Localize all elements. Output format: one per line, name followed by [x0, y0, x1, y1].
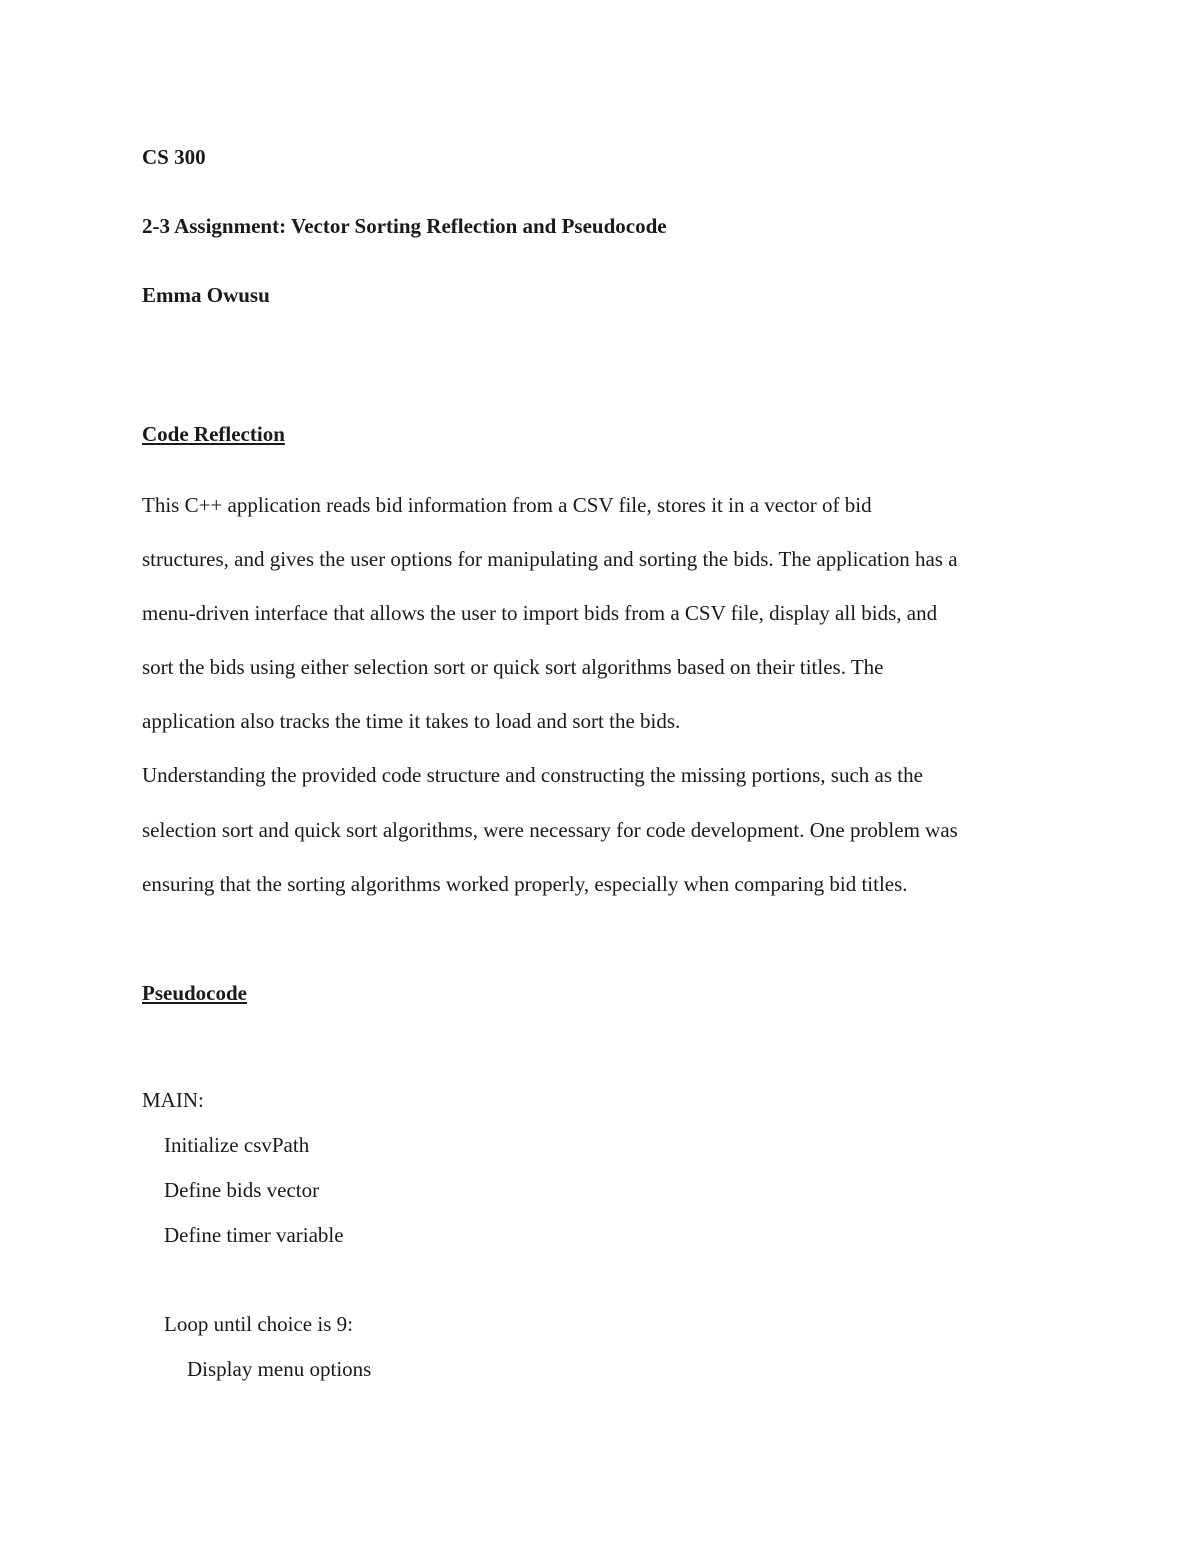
pseudocode-main-label: MAIN:	[142, 1088, 204, 1112]
pseudocode-line: Define timer variable	[164, 1223, 344, 1247]
pseudocode-line: Display menu options	[187, 1357, 372, 1381]
reflection-line: selection sort and quick sort algorithms, were necessary for code development. One problem was	[142, 818, 958, 842]
assignment-title: 2-3 Assignment: Vector Sorting Reflection and Pseudocode	[142, 214, 667, 238]
reflection-line: menu-driven interface that allows the user to import bids from a CSV file, display all bids, and	[142, 601, 938, 625]
author-name: Emma Owusu	[142, 283, 270, 307]
reflection-line: sort the bids using either selection sort or quick sort algorithms based on their titles. The	[142, 655, 884, 679]
reflection-line: ensuring that the sorting algorithms worked properly, especially when comparing bid titles.	[142, 872, 908, 896]
reflection-line: structures, and gives the user options for manipulating and sorting the bids. The application has a	[142, 547, 958, 571]
course-code: CS 300	[142, 145, 206, 169]
reflection-line: This C++ application reads bid information from a CSV file, stores it in a vector of bid	[142, 493, 872, 517]
reflection-line: Understanding the provided code structure and constructing the missing portions, such as the	[142, 763, 923, 787]
pseudocode-heading: Pseudocode	[142, 981, 247, 1005]
pseudocode-line: Define bids vector	[164, 1178, 320, 1202]
pseudocode-line: Initialize csvPath	[164, 1133, 310, 1157]
reflection-line: application also tracks the time it takes to load and sort the bids.	[142, 709, 681, 733]
pseudocode-line: Loop until choice is 9:	[164, 1312, 353, 1336]
code-reflection-heading: Code Reflection	[142, 422, 285, 446]
